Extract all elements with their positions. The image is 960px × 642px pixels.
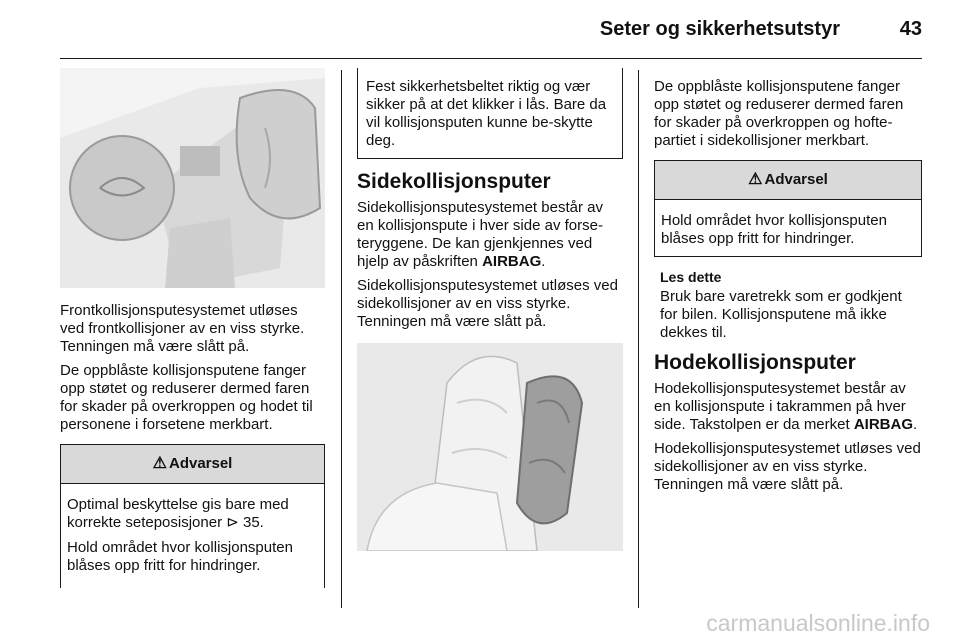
seatbelt-note-box (357, 68, 623, 159)
warning-triangle-icon: ⚠ (748, 171, 763, 188)
note-title: Les dette (660, 269, 722, 285)
column-2 (357, 68, 623, 551)
body-paragraph: De oppblåste kollisjonsputene fanger opp støtet og reduserer dermed faren for skader på overkroppen og hodet til personene i forsetene merkbart. (60, 362, 313, 433)
warning-header (655, 161, 921, 200)
front-airbag-illustration (60, 68, 325, 288)
seatbelt-note-text: Fest sikkerhetsbeltet riktig og vær sikker på at det klikker i lås. Bare da vil kollisjonsputen kunne be-skytte deg. (366, 78, 607, 149)
column-3 (654, 78, 922, 500)
warning-box (654, 160, 922, 257)
section-heading: Sidekollisjonsputer (357, 170, 551, 193)
warning-text: Hold området hvor kollisjonsputen blåses opp fritt for hindringer. (67, 539, 293, 574)
airbag-label: AIRBAG (482, 253, 542, 270)
watermark: carmanualsonline.info (706, 610, 930, 636)
body-paragraph: Sidekollisjonsputesystemet består av en kollisjonspute i hver side av forse-teryggene. De kan gjenkjennes ved hjelp av påskriften AIRBAG. (357, 199, 603, 270)
side-airbag-illustration (357, 343, 623, 551)
warning-header (61, 445, 324, 484)
body-paragraph: Hodekollisjonsputesystemet utløses ved sidekollisjoner av en viss styrke. Tenningen må være slått på. (654, 440, 921, 493)
header-rule (60, 58, 922, 59)
reference-arrow-icon: ⊳ (226, 514, 239, 531)
body-paragraph: Hodekollisjonsputesystemet består av en kollisjonspute i takrammen på hver side. Takstolpen er da merket AIRBAG. (654, 380, 918, 433)
warning-triangle-icon: ⚠ (152, 455, 167, 472)
airbag-label: AIRBAG (853, 416, 914, 433)
body-paragraph: Frontkollisjonsputesystemet utløses ved frontkollisjoner av en viss styrke. Tenningen må være slått på. (60, 302, 305, 355)
column-separator (341, 70, 342, 608)
warning-text: Hold området hvor kollisjonsputen blåses opp fritt for hindringer. (661, 212, 887, 247)
warning-body (655, 200, 921, 256)
warning-box (60, 444, 325, 588)
warning-title: Advarsel (764, 171, 828, 188)
body-paragraph: Sidekollisjonsputesystemet utløses ved sidekollisjoner av en viss styrke. Tenningen må være slått på. (357, 277, 618, 330)
column-1 (60, 68, 325, 588)
warning-title: Advarsel (168, 455, 233, 472)
page-number: 43 (899, 18, 922, 40)
warning-body (61, 484, 324, 588)
header-title: Seter og sikkerhetsutstyr (599, 18, 840, 40)
column-separator (638, 70, 639, 608)
body-paragraph: De oppblåste kollisjonsputene fanger opp støtet og reduserer dermed faren for skader på overkroppen og hofte-partiet i sidekollisjoner merkbart. (654, 78, 904, 149)
note-text: Bruk bare varetrekk som er godkjent for bilen. Kollisjonsputene må ikke dekkes til. (660, 288, 902, 341)
section-heading: Hodekollisjonsputer (654, 351, 856, 374)
warning-text: Optimal beskyttelse gis bare med korrekte seteposisjoner ⊳ 35. (67, 496, 289, 531)
